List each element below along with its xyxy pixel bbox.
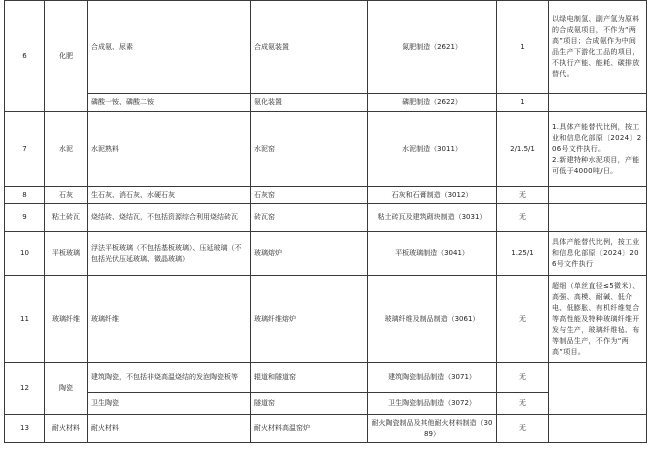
table-row (5, 415, 647, 443)
table-row (5, 187, 647, 204)
note-cell: 1.具体产能替代比例，按工业和信息化部原〔2024〕206号文件执行。 2.新建特种水泥项目，产能可低于4000吨/日。 (549, 112, 647, 187)
ratio-cell: 2/1.5/1 (497, 112, 549, 187)
row-number: 8 (5, 187, 45, 204)
category-cell: 氮肥制造（2621） (368, 1, 497, 94)
product-cell: 生石灰、消石灰、水硬石灰 (88, 187, 251, 204)
industry-cell: 水泥 (45, 112, 88, 187)
equipment-cell: 隧道窑 (251, 393, 368, 415)
table-row (5, 363, 647, 393)
industry-cell: 玻璃纤维 (45, 276, 88, 363)
note-cell (549, 187, 647, 204)
note-cell (549, 363, 647, 415)
equipment-cell: 水泥窑 (251, 112, 368, 187)
table-row (5, 232, 647, 276)
table-row (5, 1, 647, 94)
ratio-cell: 无 (497, 276, 549, 363)
equipment-cell: 耐火材料高温窑炉 (251, 415, 368, 443)
note-cell (549, 415, 647, 443)
table-row (5, 204, 647, 232)
product-cell: 玻璃纤维 (88, 276, 251, 363)
note-cell (549, 204, 647, 232)
row-number: 9 (5, 204, 45, 232)
equipment-cell: 合成氨装置 (251, 1, 368, 94)
table-row (5, 94, 647, 112)
product-cell: 水泥熟料 (88, 112, 251, 187)
industry-cell: 石灰 (45, 187, 88, 204)
category-cell: 粘土砖瓦及建筑砌块制造（3031） (368, 204, 497, 232)
product-cell: 烧结砖、烧结瓦，不包括资源综合利用烧结砖瓦 (88, 204, 251, 232)
ratio-cell: 无 (497, 204, 549, 232)
equipment-cell: 玻璃熔炉 (251, 232, 368, 276)
category-cell: 建筑陶瓷制品制造（3071） (368, 363, 497, 393)
industry-cell: 耐火材料 (45, 415, 88, 443)
row-number: 10 (5, 232, 45, 276)
ratio-cell: 1 (497, 94, 549, 112)
category-cell: 石灰和石膏制造（3012） (368, 187, 497, 204)
category-cell: 卫生陶瓷制品制造（3072） (368, 393, 497, 415)
category-cell: 玻璃纤维及制品制造（3061） (368, 276, 497, 363)
category-cell: 平板玻璃制造（3041） (368, 232, 497, 276)
note-cell: 以绿电制氢、副产氢为原料的合成氨项目，不作为“两高”项目；合成氨作为中间品生产下游化工品的项目，不执行产能、能耗、碳排放替代。 (549, 1, 647, 94)
note-cell (549, 94, 647, 112)
product-cell: 建筑陶瓷，不包括非烧高温烧结的发泡陶瓷板等 (88, 363, 251, 393)
ratio-cell: 1.25/1 (497, 232, 549, 276)
product-cell: 耐火材料 (88, 415, 251, 443)
product-cell: 磷酸一铵、磷酸二铵 (88, 94, 251, 112)
equipment-cell: 砖瓦窑 (251, 204, 368, 232)
equipment-cell: 氨化装置 (251, 94, 368, 112)
ratio-cell: 无 (497, 393, 549, 415)
industry-cell: 陶瓷 (45, 363, 88, 415)
ratio-cell: 无 (497, 187, 549, 204)
note-cell: 超细（单丝直径≤5微米）、高强、高模、耐碱、低介电、低膨胀、有机纤维复合等高性能及特种玻璃纤维开发与生产，玻璃纤维毡、布等制品生产，不作为“两高”项目。 (549, 276, 647, 363)
row-number: 12 (5, 363, 45, 415)
industry-table (4, 0, 647, 443)
table-row (5, 112, 647, 187)
ratio-cell: 无 (497, 415, 549, 443)
row-number: 7 (5, 112, 45, 187)
note-cell: 具体产能替代比例，按工业和信息化部原〔2024〕206号文件执行 (549, 232, 647, 276)
ratio-cell: 无 (497, 363, 549, 393)
product-cell: 浮法平板玻璃（不包括基板玻璃）、压延玻璃（不包括光伏压延玻璃、微晶玻璃） (88, 232, 251, 276)
table-row (5, 276, 647, 363)
industry-cell: 粘土砖瓦 (45, 204, 88, 232)
category-cell: 水泥制造（3011） (368, 112, 497, 187)
row-number: 11 (5, 276, 45, 363)
product-cell: 合成氨、尿素 (88, 1, 251, 94)
category-cell: 耐火陶瓷制品及其他耐火材料制造（3089） (368, 415, 497, 443)
equipment-cell: 玻璃纤维熔炉 (251, 276, 368, 363)
row-number: 13 (5, 415, 45, 443)
industry-cell: 化肥 (45, 1, 88, 112)
category-cell: 磷肥制造（2622） (368, 94, 497, 112)
ratio-cell: 1 (497, 1, 549, 94)
industry-cell: 平板玻璃 (45, 232, 88, 276)
product-cell: 卫生陶瓷 (88, 393, 251, 415)
equipment-cell: 石灰窑 (251, 187, 368, 204)
equipment-cell: 辊道和隧道窑 (251, 363, 368, 393)
row-number: 6 (5, 1, 45, 112)
